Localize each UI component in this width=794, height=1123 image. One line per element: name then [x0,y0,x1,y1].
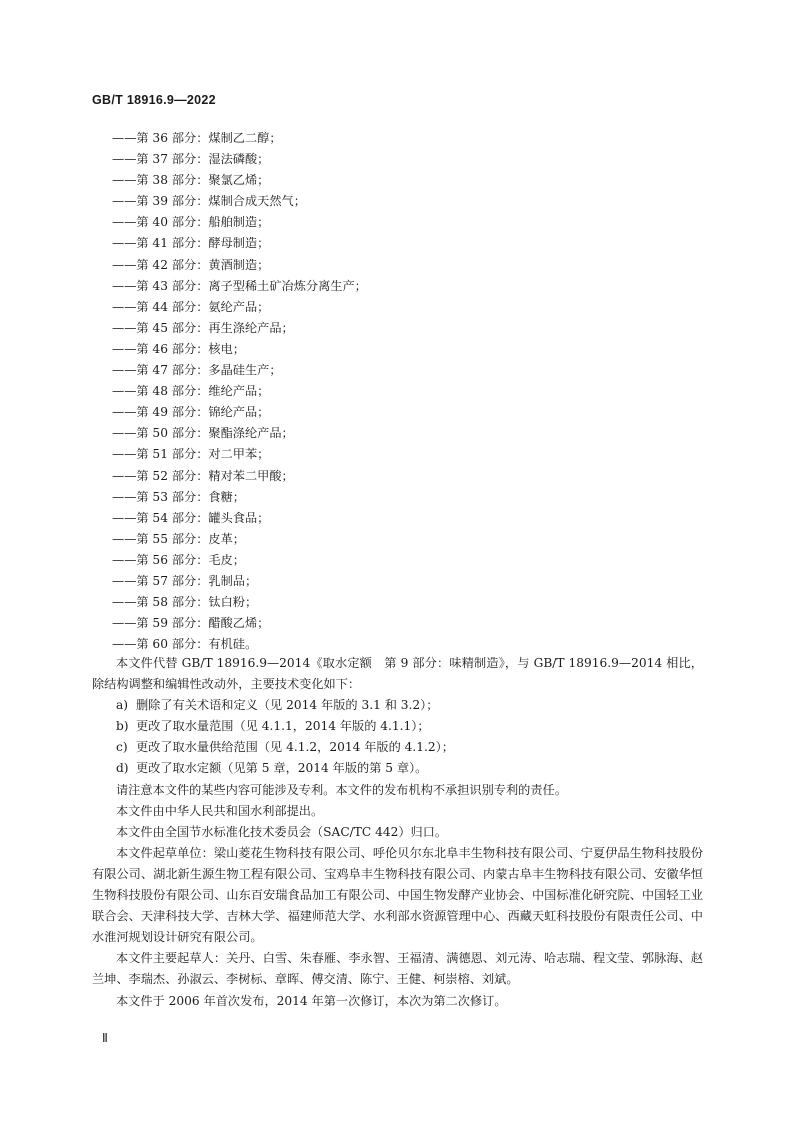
proposed-by: 本文件由中华人民共和国水利部提出。 [116,803,324,818]
list-item: ——第 42 部分：黄酒制造； [112,257,270,272]
list-item: ——第 59 部分：醋酸乙烯； [112,616,270,631]
change-text: 更改了取水定额（见第 5 章，2014 年版的第 5 章）。 [136,761,428,776]
change-mark: a) [116,698,129,713]
change-mark: c) [116,740,128,755]
change-mark: d) [116,761,129,776]
drafters: 本文件主要起草人：关丹、白雪、朱春雁、李永智、王福清、满德恩、刘元涛、哈志瑞、程文莹、郭脉海、赵兰坤、李瑞杰、孙淑云、李树标、章晖、傅交清、陈宁、王健、柯崇榕、刘斌。 [92,951,703,987]
list-item: ——第 40 部分：船舶制造； [112,215,270,230]
list-item: ——第 36 部分：煤制乙二醇； [112,131,282,145]
list-item: ——第 45 部分：再生涤纶产品； [112,320,294,335]
list-item: ——第 46 部分：核电； [112,341,245,356]
change-text: 更改了取水量范围（见 4.1.1，2014 年版的 4.1.1）； [136,719,430,734]
list-item: ——第 55 部分：皮革； [112,531,245,546]
standard-code: GB/T 18916.9—2022 [92,93,216,107]
list-item: ——第 57 部分：乳制品； [112,573,258,588]
list-item: ——第 56 部分：毛皮； [112,552,245,567]
list-item: ——第 43 部分：离子型稀土矿冶炼分离生产； [112,278,367,293]
parts-list [112,128,367,655]
list-item: ——第 50 部分：聚酯涤纶产品； [112,426,294,441]
foreword-body [92,653,703,1012]
list-item: ——第 60 部分：有机硅。 [112,637,258,652]
change-item [92,695,703,716]
list-item: ——第 49 部分：锦纶产品； [112,405,270,420]
list-item: ——第 58 部分：钛白粉； [112,595,258,610]
list-item: ——第 44 部分：氨纶产品； [112,299,270,314]
list-item: ——第 37 部分：湿法磷酸； [112,152,270,167]
list-item: ——第 38 部分：聚氯乙烯； [112,173,270,188]
change-text: 删除了有关术语和定义（见 2014 年版的 3.1 和 3.2）； [136,698,439,713]
list-item: ——第 39 部分：煤制合成天然气； [112,194,306,209]
list-item: ——第 41 部分：酵母制造； [112,236,270,251]
change-text: 更改了取水量供给范围（见 4.1.2，2014 年版的 4.1.2）； [136,740,454,755]
list-item: ——第 47 部分：多晶硅生产； [112,363,282,378]
change-mark: b) [116,719,129,734]
list-item: ——第 52 部分：精对苯二甲酸； [112,468,294,483]
change-item [92,716,703,737]
list-item: ——第 53 部分：食糖； [112,489,245,504]
patent-notice: 请注意本文件的某些内容可能涉及专利。本文件的发布机构不承担识别专利的责任。 [116,782,567,797]
replaces-paragraph: 本文件代替 GB/T 18916.9—2014《取水定额 第 9 部分：味精制造》，与 GB/T 18916.9—2014 相比，除结构调整和编辑性改动外，主要技术变化如下： [92,656,703,692]
page-number: Ⅱ [102,1031,108,1045]
list-item: ——第 54 部分：罐头食品； [112,510,270,525]
list-item: ——第 48 部分：维纶产品； [112,384,270,399]
managed-by: 本文件由全国节水标准化技术委员会（SAC/TC 442）归口。 [116,824,448,839]
drafting-units: 本文件起草单位：梁山菱花生物科技有限公司、呼伦贝尔东北阜丰生物科技有限公司、宁夏伊品生物科技股份有限公司、湖北新生源生物工程有限公司、宝鸡阜丰生物科技有限公司、内蒙古阜丰生物科技有限公司、安徽华恒生物科技股份有限公司、山东百安瑞食品加工有限公司、中国生物发酵产业协会、中国标准化研究院、中国轻工业联合会、天津科技大学、吉林大学、福建师范大学、水利部水资源管理中心、西藏天虹科技股份有限责任公司、中水淮河规划设计研究有限公司。 [92,845,703,945]
change-item [92,758,703,779]
list-item: ——第 51 部分：对二甲苯； [112,447,270,462]
history: 本文件于 2006 年首次发布，2014 年第一次修订，本次为第二次修订。 [116,993,507,1008]
change-item [92,737,703,758]
